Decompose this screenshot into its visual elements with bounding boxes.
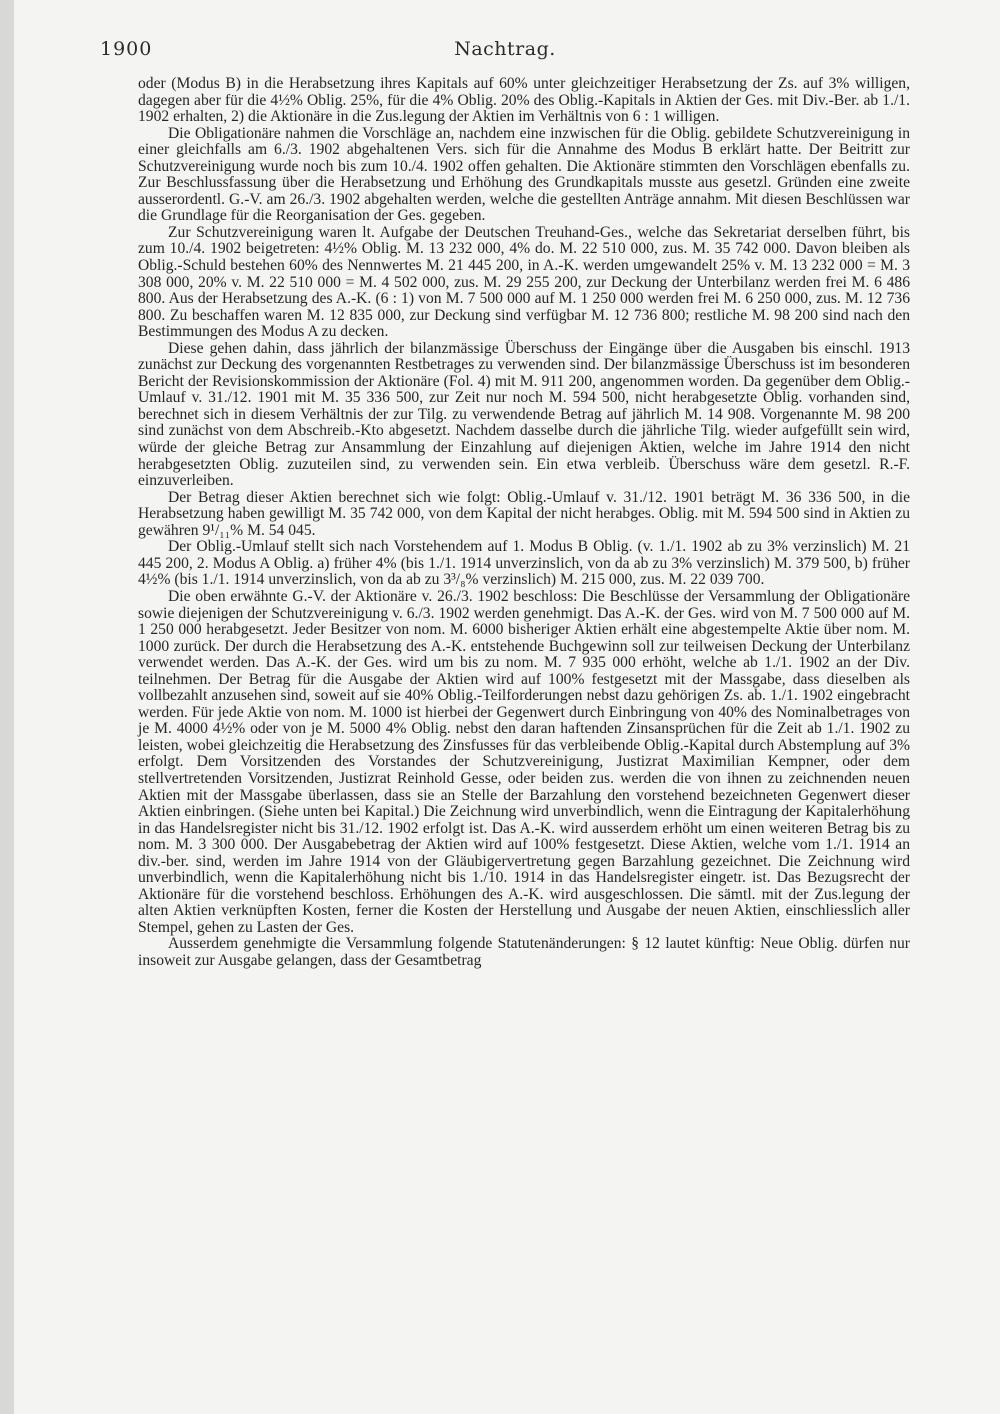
scan-edge — [0, 0, 14, 1414]
running-title: Nachtrag. — [454, 38, 556, 60]
paragraph: Der Oblig.-Umlauf stellt sich nach Vorstehendem auf 1. Modus B Oblig. (v. 1./1. 1902 ab zu 3% verzinslich) M. 21 445 200, 2. Modus A Oblig. a) früher 4% (bis 1./1. 1914 unverzinslich, von da ab zu 3% verzinslich) M. 379 500, b) früher 4½% (bis 1./1. 1914 unverzinslich, von da ab zu 3³/₈% verzinslich) M. 215 000, zus. M. 22 039 700. — [138, 538, 910, 589]
paragraph: Ausserdem genehmigte die Versammlung folgende Statutenänderungen: § 12 lautet künftig: Neue Oblig. dürfen nur insoweit zur Ausgabe gelangen, dass der Gesamtbetrag — [138, 935, 910, 969]
body-text — [138, 76, 910, 970]
paragraph: Die Obligationäre nahmen die Vorschläge an, nachdem eine inzwischen für die Oblig. gebildete Schutzvereinigung in einer gleichfalls am 6./3. 1902 abgehaltenen Vers. sich für die Annahme des Modus B erklärt hatte. Der Beitritt zur Schutzvereinigung wurde noch bis zum 10./4. 1902 offen gehalten. Die Aktionäre stimmten den Vorschlägen ebenfalls zu. Zur Beschlussfassung über die Herabsetzung und Erhöhung des Grundkapitals musste aus gesetzl. Gründen eine zweite ausserordentl. G.-V. am 26./3. 1902 abgehalten werden, welche die gestellten Anträge annahm. Mit diesen Beschlüssen war die Grundlage für die Reorganisation der Ges. gegeben. — [138, 124, 910, 225]
paragraph: Zur Schutzvereinigung waren lt. Aufgabe der Deutschen Treuhand-Ges., welche das Sekretariat derselben führt, bis zum 10./4. 1902 beigetreten: 4½% Oblig. M. 13 232 000, 4% do. M. 22 510 000, zus. M. 35 742 000. Davon bleiben als Oblig.-Schuld bestehen 60% des Nennwertes M. 21 445 200, in A.-K. werden umgewandelt 25% v. M. 13 232 000 = M. 3 308 000, 20% v. M. 22 510 000 = M. 4 502 000, zus. M. 29 255 200, zur Deckung der Unterbilanz werden frei M. 6 486 800. Aus der Herabsetzung des A.-K. (6 : 1) von M. 7 500 000 auf M. 1 250 000 werden frei M. 6 250 000, zus. M. 12 736 800. Zu beschaffen waren M. 12 835 000, zur Deckung sind verfügbar M. 12 736 800; restliche M. 98 200 sind nach den Bestimmungen des Modus A zu decken. — [138, 223, 910, 341]
paragraph: oder (Modus B) in die Herabsetzung ihres Kapitals auf 60% unter gleichzeitiger Herabsetzung der Zs. auf 3% willigen, dagegen aber für die 4½% Oblig. 25%, für die 4% Oblig. 20% des Oblig.-Kapitals in Aktien der Ges. mit Div.-Ber. ab 1./1. 1902 erhalten, 2) die Aktionäre in die Zus.legung der Aktien im Verhältnis von 6 : 1 willigen. — [138, 75, 910, 126]
paragraph: Die oben erwähnte G.-V. der Aktionäre v. 26./3. 1902 beschloss: Die Beschlüsse der Versammlung der Obligationäre sowie diejenigen der Schutzvereinigung v. 6./3. 1902 werden genehmigt. Das A.-K. der Ges. wird von M. 7 500 000 auf M. 1 250 000 herabgesetzt. Jeder Besitzer von nom. M. 6000 bisheriger Aktien erhält eine abgestempelte Aktie über nom. M. 1000 zurück. Der durch die Herabsetzung des A.-K. entstehende Buchgewinn soll zur teilweisen Deckung der Unterbilanz verwendet werden. Das A.-K. der Ges. wird um bis zu nom. M. 7 935 000 erhöht, welche ab 1./1. 1902 an der Div. teilnehmen. Der Betrag für die Ausgabe der Aktien wird auf 100% festgesetzt mit der Massgabe, dass dieselben als vollbezahlt anzusehen sind, soweit auf sie 40% Oblig.-Teilforderungen nebst dazu gehörigen Zs. ab. 1./1. 1902 eingebracht werden. Für jede Aktie von nom. M. 1000 ist hierbei der Gegenwert durch Einbringung von 40% des Nominalbetrages von je M. 4000 4½% oder von je M. 5000 4% Oblig. nebst den daran haftenden Zinsansprüchen für die Zeit ab 1./1. 1902 zu leisten, wobei gleichzeitig die Herabsetzung des Zinsfusses für das verbleibende Oblig.-Kapital durch Abstemplung auf 3% erfolgt. Dem Vorsitzenden des Vorstandes der Schutzvereinigung, Justizrat Maximilian Kempner, oder dem stellvertretenden Vorsitzenden, Justizrat Reinhold Gesse, oder beiden zus. werden die von ihnen zu zeichnenden neuen Aktien mit der Massgabe überlassen, dass sie an Stelle der Barzahlung den vorstehend bezeichneten Gegenwert dieser Aktien einbringen. (Siehe unten bei Kapital.) Die Zeichnung wird unverbindlich, wenn die Eintragung der Kapitalerhöhung in das Handelsregister nicht bis 31./12. 1902 erfolgt ist. Das A.-K. wird ausserdem erhöht um einen weiteren Betrag bis zu nom. M. 3 300 000. Der Ausgabebetrag der Aktien wird auf 100% festgesetzt. Diese Aktien, welche vom 1./1. 1914 an div.-ber. sind, werden im Jahre 1914 von der Gläubigervertretung gegen Barzahlung gezeichnet. Die Zeichnung wird unverbindlich, wenn die Kapitalerhöhung nicht bis 1./10. 1914 in das Handelsregister eingetr. ist. Das Bezugsrecht der Aktionäre für die vorstehend beschloss. Erhöhungen des A.-K. wird ausgeschlossen. Die sämtl. mit der Zus.legung der alten Aktien verknüpften Kosten, ferner die Kosten der Herstellung und Ausgabe der neuen Aktien, einschliesslich aller Stempel, gehen zu Lasten der Ges. — [138, 587, 910, 936]
paragraph: Diese gehen dahin, dass jährlich der bilanzmässige Überschuss der Eingänge über die Ausgaben bis einschl. 1913 zunächst zur Deckung des vorgenannten Restbetrages zu verwenden sind. Der bilanzmässige Überschuss ist im besonderen Bericht der Revisionskommission der Aktionäre (Fol. 4) mit M. 911 200, angenommen worden. Da gegenüber dem Oblig.-Umlauf v. 31./12. 1901 mit M. 35 336 500, zur Zeit nur noch M. 594 500, nicht herabgesetzte Oblig. vorhanden sind, berechnet sich in diesem Verhältnis der zur Tilg. zu verwendende Betrag auf jährlich M. 14 908. Vorgenannte M. 98 200 sind zunächst von dem Abschreib.-Kto abgesetzt. Nachdem dasselbe durch die jährliche Tilg. wieder aufgefüllt sein wird, würde der gleiche Betrag zur Ansammlung der Einzahlung auf diejenigen Aktien, welche im Jahre 1914 den nicht herabgesetzten Oblig. zuzuteilen sind, zu verwenden sein. Ein etwa verbleib. Überschuss wäre dem gesetzl. R.-F. einzuverleiben. — [138, 339, 910, 490]
page-header — [100, 38, 910, 66]
paragraph: Der Betrag dieser Aktien berechnet sich wie folgt: Oblig.-Umlauf v. 31./12. 1901 beträgt M. 36 336 500, in die Herabsetzung haben gewilligt M. 35 742 000, von dem Kapital der nicht herabges. Oblig. mit M. 594 500 sind in Aktien zu gewähren 9¹/₁₁% M. 54 045. — [138, 488, 910, 539]
page-number: 1900 — [100, 38, 153, 60]
